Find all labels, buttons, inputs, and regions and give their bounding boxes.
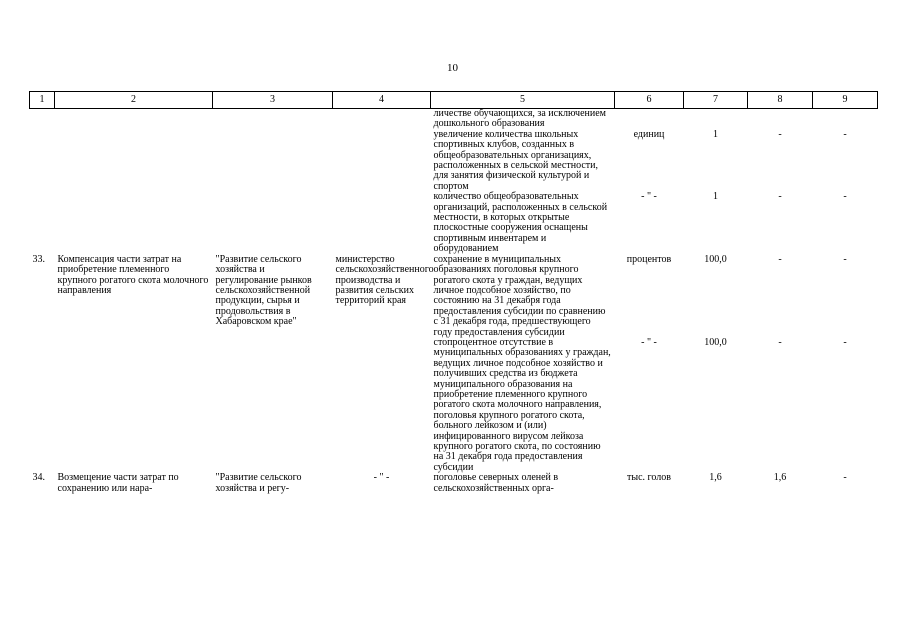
row-number: 33. [32, 253, 45, 265]
value-col8 [748, 109, 813, 130]
measure-name [55, 338, 213, 473]
value-col8: 1,6 [773, 472, 787, 484]
page-number: 10 [447, 62, 458, 74]
value-col8: - [778, 253, 782, 265]
value-col9: - [843, 191, 847, 203]
value-col7 [684, 109, 748, 130]
row-number [30, 109, 55, 130]
indicator-text: увеличение количества школьных спортивных клубов, созданных в общеобразовательных организациях, расположенных в сельской местности, для занятия физической культурой и спортом [433, 128, 598, 192]
table-row [30, 473, 878, 494]
table-row [30, 192, 878, 254]
value-col9: - [843, 253, 847, 265]
executor-name: министерство сельскохозяйственного производства и развития сельских территорий края [335, 253, 434, 307]
unit-cell: - " - [641, 191, 657, 203]
row-number [30, 192, 55, 254]
header-cell: 1 [30, 92, 55, 109]
executor-name [333, 338, 431, 473]
value-col7: 100,0 [704, 253, 727, 265]
indicator-text: поголовье северных оленей в сельскохозяйственных орга- [433, 472, 559, 494]
indicator-text: личестве обучающихся, за исключением дошкольного образования [433, 108, 606, 130]
measure-name [55, 109, 213, 130]
measure-name: Возмещение части затрат по сохранению или нара- [57, 472, 179, 494]
indicators-table [29, 91, 878, 494]
measure-name [55, 192, 213, 254]
row-number: 34. [32, 472, 45, 484]
unit-cell: процентов [626, 253, 672, 265]
executor-name [333, 109, 431, 130]
header-cell: 9 [813, 92, 878, 109]
table-row [30, 338, 878, 473]
value-col7: 1 [713, 191, 718, 203]
value-col7: 100,0 [704, 336, 727, 348]
unit-cell [615, 109, 684, 130]
program-name [213, 130, 333, 192]
executor-name [333, 192, 431, 254]
table-row [30, 109, 878, 130]
header-cell: 7 [684, 92, 748, 109]
value-col7: 1 [713, 128, 718, 140]
executor-name: - " - [373, 472, 390, 484]
indicator-text: сохранение в муниципальных образованиях поголовья крупного рогатого скота у граждан, ведущих личное подсобное хозяйство, по состоянию на 31 декабря года предоставления субсидии по сравнению с 31 декабря года, предшествующего году предоставления субсидии [433, 253, 606, 338]
value-col8: - [778, 128, 782, 140]
indicator-text: стопроцентное отсутствие в муниципальных образованиях у граждан, ведущих личное подсобное хозяйство и получивших средства из бюджета муниципального образования на приобретение племенного крупного рогатого скота молочного направления, поголовья крупного рогатого скота, больного лейкозом и (или) инфицированного вирусом лейкоза крупного рогатого скота, по состоянию на 31 декабря года предоставления субсидии [433, 336, 611, 473]
value-col8: - [778, 191, 782, 203]
value-col9 [813, 109, 878, 130]
row-number [30, 338, 55, 473]
unit-cell: единиц [633, 128, 665, 140]
value-col7: 1,6 [709, 472, 722, 484]
value-col9: - [843, 128, 847, 140]
measure-name [55, 130, 213, 192]
program-name: "Развитие сельского хозяйства и регу- [215, 472, 302, 494]
table-row [30, 130, 878, 192]
value-col9: - [843, 336, 847, 348]
program-name [213, 109, 333, 130]
unit-cell: - " - [641, 336, 657, 348]
program-name [213, 338, 333, 473]
unit-cell: тыс. голов [627, 472, 671, 484]
row-number [30, 130, 55, 192]
program-name [213, 192, 333, 254]
value-col9: - [843, 472, 847, 484]
header-cell: 8 [748, 92, 813, 109]
header-row [30, 92, 878, 109]
header-cell: 3 [213, 92, 333, 109]
header-cell: 6 [615, 92, 684, 109]
header-cell: 5 [431, 92, 615, 109]
program-name: "Развитие сельского хозяйства и регулирование рынков сельскохозяйственной продукции, сырья и продовольствия в Хабаровском крае" [215, 253, 312, 328]
header-cell: 4 [333, 92, 431, 109]
header-cell: 2 [55, 92, 213, 109]
indicator-text: количество общеобразовательных организаций, расположенных в сельской местности, в которых открытые плоскостные сооружения оснащены спортивным инвентарем и оборудованием [433, 191, 608, 255]
measure-name: Компенсация части затрат на приобретение племенного крупного рогатого скота молочного направления [57, 253, 209, 296]
executor-name [333, 130, 431, 192]
table-row [30, 255, 878, 338]
value-col8: - [778, 336, 782, 348]
